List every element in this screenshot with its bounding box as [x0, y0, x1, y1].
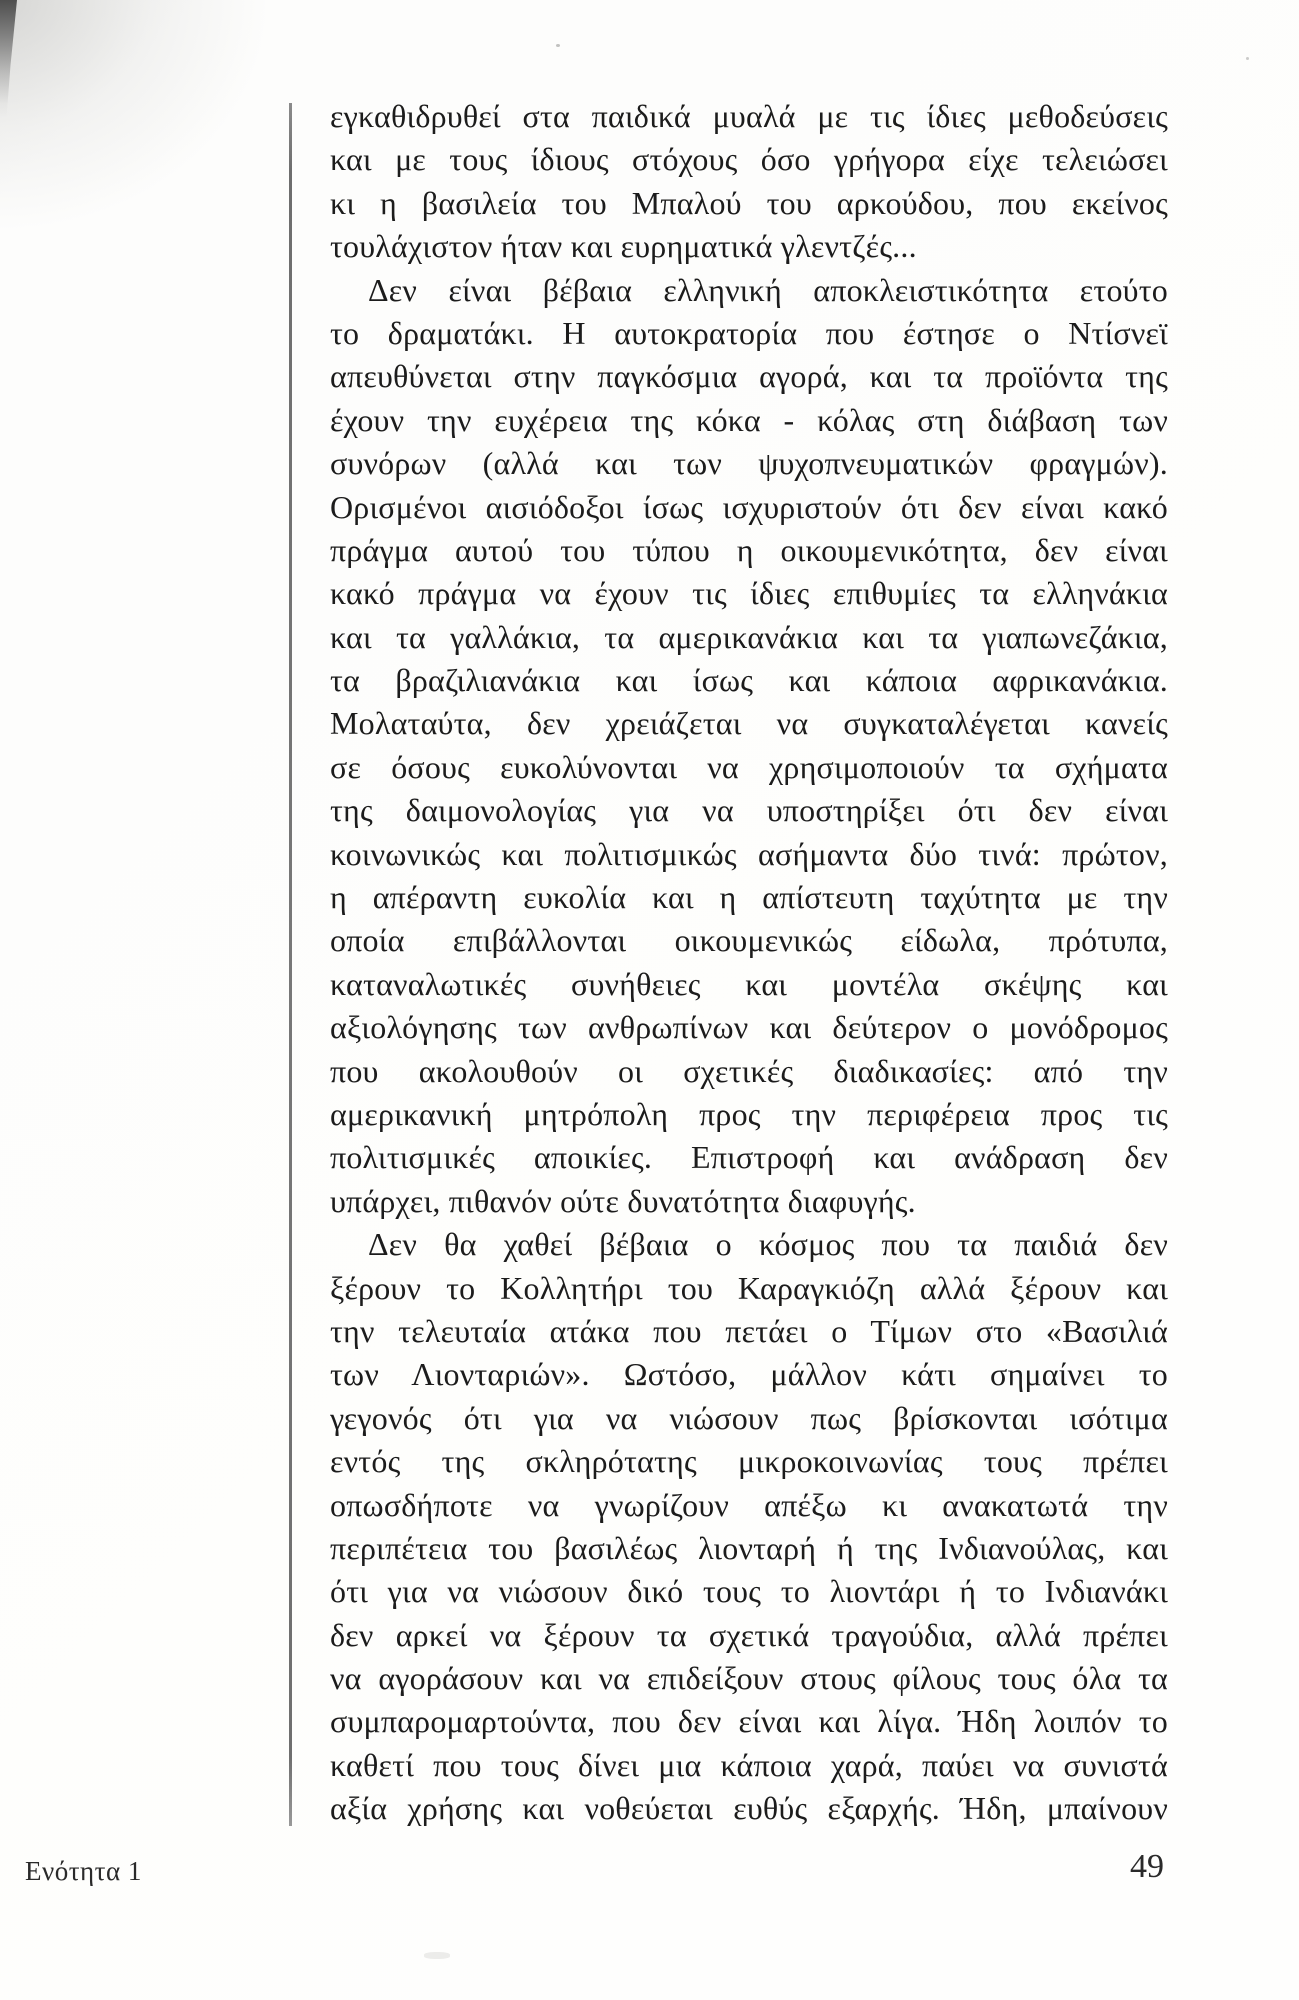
text-line: η απέραντη ευκολία και η απίστευτη ταχύτητα με την — [330, 879, 1168, 916]
text-line: Δεν θα χαθεί βέβαια ο κόσμος που τα παιδιά δεν — [368, 1226, 1168, 1263]
text-line: σε όσους ευκολύνονται να χρησιμοποιούν τα σχήματα — [330, 748, 1168, 785]
text-line: καθετί που τους δίνει μια κάποια χαρά, παύει να συνιστά — [330, 1746, 1168, 1783]
text-line: τουλάχιστον ήταν και ευρηματικά γλεντζές... — [330, 228, 917, 265]
page-number: 49 — [1130, 1848, 1164, 1885]
text-line: έχουν την ευχέρεια της κόκα - κόλας στη διάβαση των — [330, 401, 1168, 438]
scan-speck — [424, 1952, 450, 1959]
text-line: το δραματάκι. Η αυτοκρατορία που έστησε ο Ντίσνεϊ — [330, 314, 1168, 351]
text-line: κι η βασιλεία του Μπαλού του αρκούδου, που εκείνος — [330, 184, 1168, 221]
text-line: εγκαθιδρυθεί στα παιδικά μυαλά με τις ίδιες μεθοδεύσεις — [330, 98, 1168, 134]
body-text — [330, 95, 1168, 1831]
text-line: και με τους ίδιους στόχους όσο γρήγορα είχε τελειώσει — [330, 141, 1168, 178]
text-line: γεγονός ότι για να νιώσουν πως βρίσκονται ισότιμα — [330, 1399, 1168, 1436]
text-line: που ακολουθούν οι σχετικές διαδικασίες: από την — [330, 1052, 1168, 1089]
text-line: καταναλωτικές συνήθειες και μοντέλα σκέψης και — [330, 965, 1168, 1002]
text-line: αξιολόγησης των ανθρωπίνων και δεύτερον ο μονόδρομος — [330, 1009, 1168, 1046]
scan-speck — [1246, 57, 1249, 60]
text-line: οποία επιβάλλονται οικουμενικώς είδωλα, πρότυπα, — [330, 922, 1168, 959]
text-line: υπάρχει, πιθανόν ούτε δυνατότητα διαφυγής. — [330, 1182, 916, 1219]
text-line: την τελευταία ατάκα που πετάει ο Τίμων στο «Βασιλιά — [330, 1312, 1168, 1349]
scan-smudge — [0, 0, 280, 240]
text-line: της δαιμονολογίας για να υποστηρίξει ότι δεν είναι — [330, 792, 1168, 829]
section-label: Ενότητα 1 — [25, 1856, 142, 1886]
text-line: Μολαταύτα, δεν χρειάζεται να συγκαταλέγεται κανείς — [330, 705, 1168, 742]
text-line: Δεν είναι βέβαια ελληνική αποκλειστικότητα ετούτο — [368, 271, 1168, 308]
text-line: εντός της σκληρότατης μικροκοινωνίας τους πρέπει — [330, 1443, 1168, 1480]
scan-speck — [556, 44, 560, 47]
text-line: κακό πράγμα να έχουν τις ίδιες επιθυμίες τα ελληνάκια — [330, 575, 1168, 612]
text-line: αμερικανική μητρόπολη προς την περιφέρεια προς τις — [330, 1095, 1168, 1132]
text-line: απευθύνεται στην παγκόσμια αγορά, και τα προϊόντα της — [330, 358, 1168, 395]
text-line: οπωσδήποτε να γνωρίζουν απέξω κι ανακατωτά την — [330, 1486, 1168, 1523]
text-line: και τα γαλλάκια, τα αμερικανάκια και τα γιαπωνεζάκια, — [330, 618, 1168, 655]
text-line: περιπέτεια του βασιλέως λιονταρή ή της Ινδιανούλας, και — [330, 1529, 1168, 1566]
text-line: πολιτισμικές αποικίες. Επιστροφή και ανάδραση δεν — [330, 1139, 1168, 1176]
text-line: κοινωνικώς και πολιτισμικώς ασήμαντα δύο τινά: πρώτον, — [330, 835, 1168, 872]
text-line: τα βραζιλιανάκια και ίσως και κάποια αφρικανάκια. — [330, 662, 1168, 699]
scan-edge-artifact — [0, 0, 17, 118]
text-line: των Λιονταριών». Ωστόσο, μάλλον κάτι σημαίνει το — [330, 1356, 1168, 1393]
text-line: συνόρων (αλλά και των ψυχοπνευματικών φραγμών). — [330, 445, 1168, 482]
text-line: συμπαρομαρτούντα, που δεν είναι και λίγα. Ήδη λοιπόν το — [330, 1703, 1168, 1740]
text-line: δεν αρκεί να ξέρουν τα σχετικά τραγούδια, αλλά πρέπει — [330, 1616, 1168, 1653]
text-line: ότι για να νιώσουν δικό τους το λιοντάρι ή το Ινδιανάκι — [330, 1573, 1168, 1610]
text-line: ξέρουν το Κολλητήρι του Καραγκιόζη αλλά ξέρουν και — [330, 1269, 1168, 1306]
text-line: Ορισμένοι αισιόδοξοι ίσως ισχυριστούν ότι δεν είναι κακό — [330, 488, 1168, 525]
text-line: αξία χρήσης και νοθεύεται ευθύς εξαρχής. Ήδη, μπαίνουν — [330, 1790, 1168, 1827]
margin-rule — [289, 103, 292, 1826]
text-line: να αγοράσουν και να επιδείξουν στους φίλους τους όλα τα — [330, 1660, 1168, 1697]
text-line: πράγμα αυτού του τύπου η οικουμενικότητα, δεν είναι — [330, 531, 1168, 568]
